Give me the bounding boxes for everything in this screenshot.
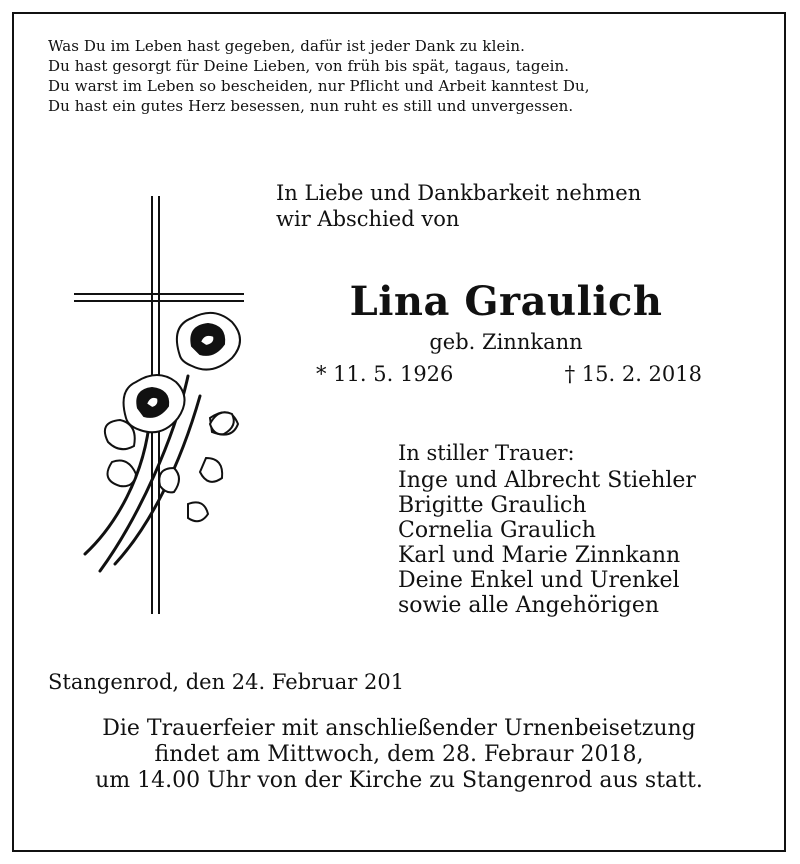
mourners-heading: In stiller Trauer: — [398, 441, 575, 465]
mourner-name: Deine Enkel und Urenkel — [398, 568, 680, 593]
farewell-intro — [276, 180, 736, 232]
memorial-poem — [48, 36, 590, 116]
place-and-date: Stangenrod, den 24. Februar 201 — [48, 670, 405, 694]
birth-date: * 11. 5. 1926 — [316, 362, 454, 386]
poem-line: Du hast ein gutes Herz besessen, nun ruht es still und unvergessen. — [48, 97, 574, 115]
mourner-name: Karl und Marie Zinnkann — [398, 543, 681, 568]
life-dates — [316, 362, 702, 386]
deceased-name: Lina Graulich — [349, 278, 663, 325]
service-line: Die Trauerfeier mit anschließender Urnenbeisetzung — [102, 716, 696, 741]
intro-text: In Liebe und Dankbarkeit nehmen — [276, 181, 642, 205]
mourner-name: Cornelia Graulich — [398, 518, 596, 543]
mourner-name: Inge und Albrecht Stiehler — [398, 468, 696, 493]
funeral-service-notice — [14, 716, 784, 794]
poem-line: Du warst im Leben so bescheiden, nur Pflicht und Arbeit kanntest Du, — [48, 77, 590, 95]
cross-with-roses-icon — [60, 186, 250, 616]
mourner-name: sowie alle Angehörigen — [398, 593, 660, 618]
service-line: findet am Mittwoch, dem 28. Febraur 2018, — [154, 742, 644, 767]
intro-line-1 — [276, 180, 728, 206]
poem-line: Was Du im Leben hast gegeben, dafür ist jeder Dank zu klein. — [48, 37, 525, 55]
service-line: um 14.00 Uhr von der Kirche zu Stangenrod aus statt. — [95, 768, 703, 793]
mourner-name: Brigitte Graulich — [398, 493, 587, 518]
poem-line: Du hast gesorgt für Deine Lieben, von früh bis spät, tagaus, tagein. — [48, 57, 570, 75]
intro-line-2: wir Abschied von — [276, 207, 460, 231]
mourners-block — [398, 440, 696, 618]
death-date: † 15. 2. 2018 — [564, 362, 702, 386]
birth-name: geb. Zinnkann — [429, 330, 583, 354]
